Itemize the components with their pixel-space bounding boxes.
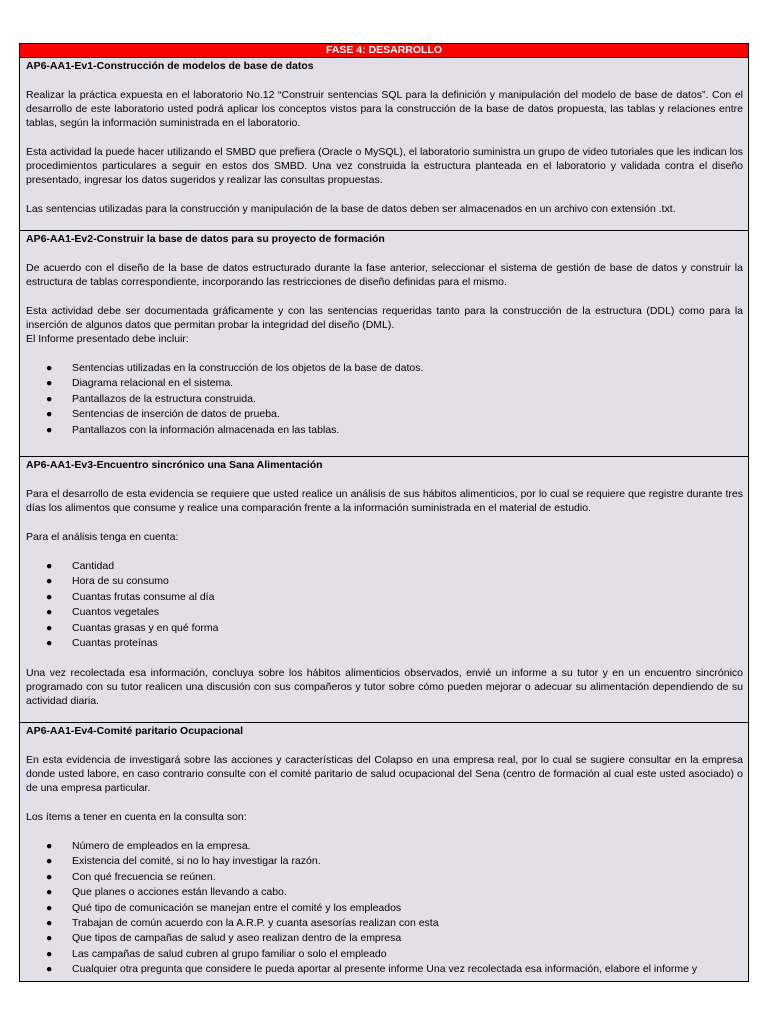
list-item [26, 636, 743, 651]
list-item-text: Con qué frecuencia se reúnen. [72, 870, 216, 883]
bullet-list [26, 361, 743, 438]
list-item [26, 376, 743, 391]
list-item-text: Que tipos de campañas de salud y aseo realizan dentro de la empresa [72, 932, 402, 945]
list-item-text: Número de empleados en la empresa. [72, 840, 251, 852]
list-item [26, 590, 743, 605]
bullet-icon: ● [46, 621, 53, 634]
section-paragraph: Las sentencias utilizadas para la construcción y manipulación de la base de datos deben ser almacenados en un archivo con extensión .txt. [26, 203, 676, 215]
section-ev2 [20, 231, 748, 457]
list-item-text: Cuantas frutas consume al día [72, 590, 215, 603]
bullet-icon: ● [46, 840, 53, 852]
section-paragraph: En esta evidencia de investigará sobre las acciones y características del Colapso en una empresa real, por lo cual se sugiere consultar en la empresa donde usted labore, en caso contrario consulte con el comité paritario de salud ocupacional del Sena (centro de formación al cual este usted asociado) o de una empresa particular. [26, 754, 743, 794]
bullet-icon: ● [46, 886, 53, 899]
list-item-text: Cuantos vegetales [72, 606, 159, 619]
activities-table [19, 43, 749, 982]
section-paragraph: Para el desarrollo de esta evidencia se requiere que usted realice un análisis de sus hábitos alimenticios, por lo cual se requiere que registre durante tres días los alimentos que consume y realice una comparación frente a la información suministrada en el material de estudio. [26, 488, 743, 514]
bullet-icon: ● [46, 932, 53, 945]
list-item [26, 605, 743, 620]
list-item-text: Existencia del comité, si no lo hay investigar la razón. [72, 855, 321, 868]
list-item-text: Sentencias utilizadas en la construcción de los objetos de la base de datos. [72, 362, 424, 374]
list-item [26, 839, 743, 854]
list-item-text: Hora de su consumo [72, 575, 169, 588]
list-item-text: Cualquier otra pregunta que considere le pueda aportar al presente informe Una vez recolectada esa información, elabore el informe y [72, 963, 698, 976]
list-item [26, 885, 743, 900]
bullet-icon: ● [46, 963, 53, 976]
bullet-icon: ● [46, 916, 53, 929]
list-item [26, 870, 743, 885]
bullet-icon: ● [46, 377, 53, 390]
list-item [26, 392, 743, 407]
bullet-icon: ● [46, 606, 53, 619]
list-item-text: Trabajan de común acuerdo con la A.R.P. y cuanta asesorías realizan con esta [72, 916, 439, 929]
section-title: AP6-AA1-Ev3-Encuentro sincrónico una Sana Alimentación [26, 459, 323, 471]
list-item [26, 916, 743, 931]
bullet-icon: ● [46, 947, 53, 960]
section-paragraph: Esta actividad la puede hacer utilizando el SMBD que prefiera (Oracle o MySQL), el laboratorio suministra un grupo de video tutoriales que les indican los procedimientos particulares a seguir en estos dos SMBD. Una vez construida la estructura planteada en el laboratorio y validada contra el diseño presentado, ingresar los datos sugeridos y realizar las consultas propuestas. [26, 146, 743, 186]
list-item-text: Que planes o acciones están llevando a cabo. [72, 886, 287, 899]
list-item [26, 559, 743, 574]
list-item [26, 962, 743, 977]
list-item [26, 854, 743, 869]
list-item [26, 361, 743, 376]
section-paragraph: De acuerdo con el diseño de la base de datos estructurado durante la fase anterior, seleccionar el sistema de gestión de base de datos y construir la estructura de tablas correspondiente, incorporando las restricciones de diseño definidas para el mismo. [26, 262, 743, 288]
bullet-list [26, 839, 743, 978]
phase-header: FASE 4: DESARROLLO [20, 44, 748, 58]
section-ev4 [20, 723, 748, 981]
list-item [26, 423, 743, 438]
bullet-icon: ● [46, 590, 53, 603]
bullet-icon: ● [46, 575, 53, 588]
section-paragraph: Para el análisis tenga en cuenta: [26, 531, 179, 543]
list-item [26, 574, 743, 589]
section-paragraph: El Informe presentado debe incluir: [26, 333, 189, 345]
bullet-icon: ● [46, 901, 53, 914]
list-item-text: Diagrama relacional en el sistema. [72, 377, 234, 390]
list-item-text: Pantallazos de la estructura construida. [72, 392, 256, 405]
bullet-icon: ● [46, 636, 53, 649]
section-paragraph: Realizar la práctica expuesta en el laboratorio No.12 “Construir sentencias SQL para la definición y manipulación del modelo de base de datos”. Con el desarrollo de este laboratorio usted podrá aplicar los conceptos vistos para la construcción de la base de datos propuesta, las tablas y relaciones entre tablas, según la información suministrada en el laboratorio. [26, 89, 743, 129]
section-paragraph: Los ítems a tener en cuenta en la consulta son: [26, 811, 247, 823]
section-closing: Una vez recolectada esa información, concluya sobre los hábitos alimenticios observados, envié un informe a su tutor y en un encuentro sincrónico programado con su tutor realicen una discusión con sus compañeros y tutor sobre cómo pueden mejorar o adecuar su alimentación dependiendo de su actividad diaria. [26, 667, 743, 708]
section-title: AP6-AA1-Ev1-Construcción de modelos de base de datos [26, 60, 314, 72]
bullet-icon: ● [46, 392, 53, 405]
list-item [26, 407, 743, 422]
list-item-text: Las campañas de salud cubren al grupo familiar o solo el empleado [72, 947, 387, 960]
section-title: AP6-AA1-Ev2-Construir la base de datos para su proyecto de formación [26, 233, 385, 245]
bullet-icon: ● [46, 423, 53, 436]
list-item-text: Qué tipo de comunicación se manejan entre el comité y los empleados [72, 901, 402, 914]
list-item [26, 947, 743, 962]
bullet-icon: ● [46, 362, 53, 374]
bullet-icon: ● [46, 855, 53, 868]
list-item [26, 901, 743, 916]
bullet-list [26, 559, 743, 651]
list-item [26, 931, 743, 946]
list-item-text: Cantidad [72, 560, 115, 572]
bullet-icon: ● [46, 560, 53, 572]
list-item-text: Cuantas proteínas [72, 636, 158, 649]
section-ev1 [20, 58, 748, 231]
section-paragraph: Esta actividad debe ser documentada gráficamente y con las sentencias requeridas tanto para la construcción de la estructura (DDL) como para la inserción de algunos datos que permitan probar la integridad del diseño (DML). [26, 305, 743, 331]
bullet-icon: ● [46, 408, 53, 421]
bullet-icon: ● [46, 870, 53, 883]
list-item-text: Sentencias de inserción de datos de prueba. [72, 408, 280, 421]
section-title: AP6-AA1-Ev4-Comité paritario Ocupacional [26, 725, 244, 737]
list-item [26, 621, 743, 636]
list-item-text: Cuantas grasas y en qué forma [72, 621, 219, 634]
section-ev3 [20, 457, 748, 723]
list-item-text: Pantallazos con la información almacenada en las tablas. [72, 423, 340, 436]
